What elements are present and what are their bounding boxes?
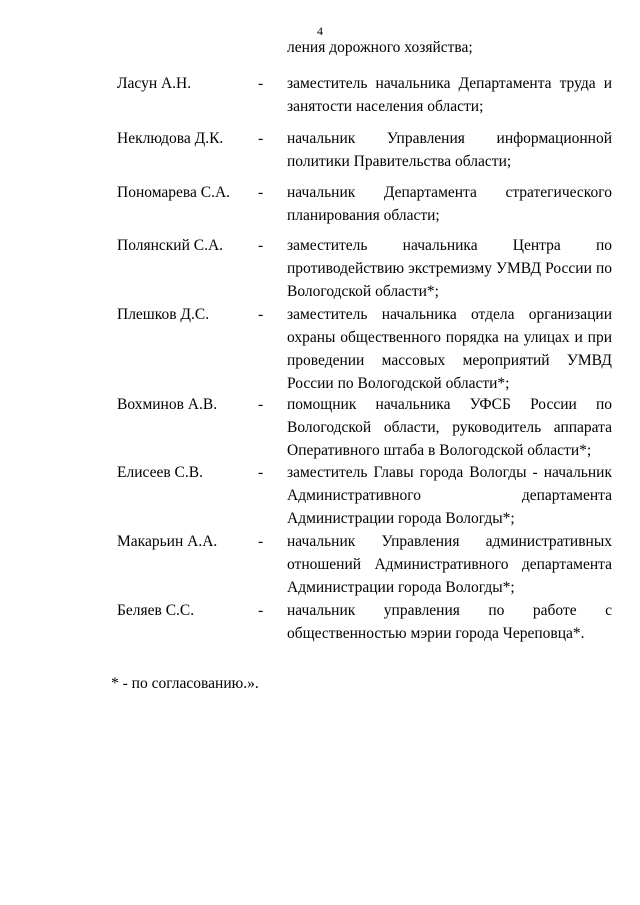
member-name: Ласун А.Н.: [117, 75, 192, 92]
member-name: Полянский С.А.: [117, 237, 224, 254]
dash-separator: -: [258, 602, 264, 619]
member-name: Беляев С.С.: [117, 602, 195, 619]
dash-separator: -: [258, 130, 264, 147]
dash-separator: -: [258, 237, 264, 254]
member-role: заместитель Главы города Вологды - начальник Административного департамента Администрации города Вологды*;: [287, 464, 612, 527]
footnote: * - по согласованию.».: [111, 675, 259, 692]
dash-separator: -: [258, 306, 264, 323]
member-role: заместитель начальника Департамента труда и занятости населения области;: [287, 75, 612, 115]
member-role: начальник Управления информационной политики Правительства области;: [287, 130, 612, 170]
member-role: заместитель начальника Центра по противодействию экстремизму УМВД России по Вологодской области*;: [287, 237, 612, 300]
member-name: Неклюдова Д.К.: [117, 130, 224, 147]
dash-separator: -: [258, 396, 264, 413]
member-name: Вохминов А.В.: [117, 396, 218, 413]
page-number: 4: [317, 24, 323, 38]
member-name: Пономарева С.А.: [117, 184, 231, 201]
member-name: Плешков Д.С.: [117, 306, 210, 323]
member-role: начальник управления по работе с общественностью мэрии города Череповца*.: [287, 602, 612, 642]
member-name: Елисеев С.В.: [117, 464, 203, 481]
continuation-text: ления дорожного хозяйства;: [287, 39, 473, 56]
dash-separator: -: [258, 75, 264, 92]
member-role: помощник начальника УФСБ России по Вологодской области, руководитель аппарата Оперативного штаба в Вологодской области*;: [287, 396, 612, 459]
dash-separator: -: [258, 464, 264, 481]
member-role: начальник Департамента стратегического планирования области;: [287, 184, 612, 224]
dash-separator: -: [258, 533, 264, 550]
dash-separator: -: [258, 184, 264, 201]
member-name: Макарьин А.А.: [117, 533, 218, 550]
member-role: начальник Управления административных отношений Административного департамента Администрации города Вологды*;: [287, 533, 612, 596]
member-role: заместитель начальника отдела организации охраны общественного порядка на улицах и при проведении массовых мероприятий УМВД России по Вологодской области*;: [287, 306, 612, 392]
